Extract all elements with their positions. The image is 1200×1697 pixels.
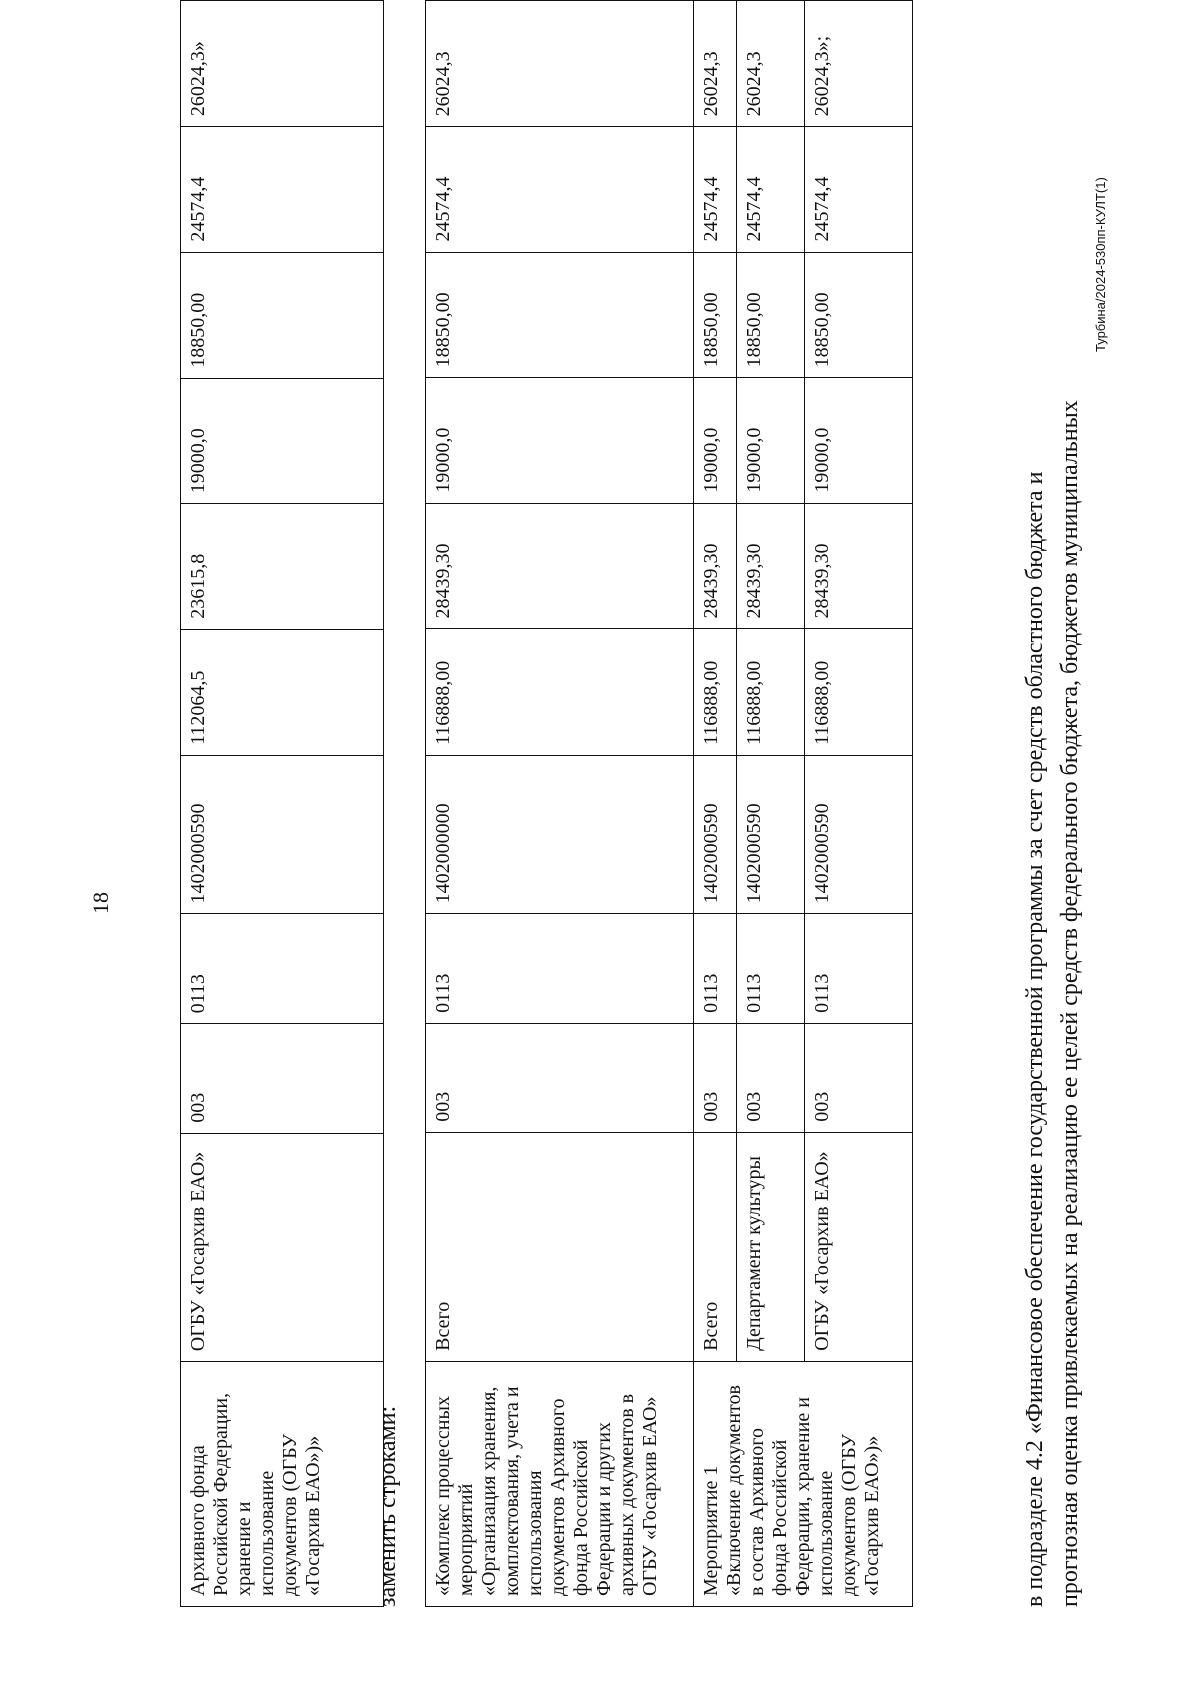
cell-executor: Всего — [426, 1132, 694, 1361]
table-row — [426, 1, 694, 1607]
cell-value: 19000,0 — [426, 378, 694, 503]
cell-value: 26024,3 — [426, 1, 694, 127]
cell-value: 116888,00 — [737, 629, 805, 755]
cell-name: Мероприятие 1 «Включение документов в состав Архивного фонда Российской Федерации, хранение и использование документов (ОГБУ «Госархив ЕАО»)» — [694, 1361, 913, 1606]
cell-value: 28439,30 — [737, 503, 805, 629]
cell-executor: ОГБУ «Госархив ЕАО» — [181, 1133, 384, 1362]
cell-name: «Комплекс процессных мероприятий «Организация хранения, комплектования, учета и использования документов Архивного фонда Российской Федерации и других архивных документов в ОГБУ «Госархив ЕАО» — [426, 1361, 694, 1606]
cell-value: 116888,00 — [694, 629, 737, 755]
cell-value: 24574,4 — [181, 127, 384, 253]
cell-grbs: 003 — [805, 1023, 913, 1132]
cell-value: 24574,4 — [737, 127, 805, 252]
cell-grbs: 003 — [737, 1023, 805, 1132]
cell-csr: 1402000590 — [181, 755, 384, 914]
cell-value: 19000,0 — [805, 378, 913, 503]
cell-value: 116888,00 — [805, 629, 913, 755]
cell-value: 28439,30 — [805, 503, 913, 629]
cell-value: 26024,3 — [737, 1, 805, 127]
cell-value: 19000,0 — [181, 378, 384, 504]
cell-name: Архивного фонда Российской Федерации, хранение и использование документов (ОГБУ «Госархив ЕАО»)» — [181, 1362, 384, 1607]
cell-value: 24574,4 — [426, 127, 694, 252]
cell-rzpr: 0113 — [694, 914, 737, 1024]
cell-rzpr: 0113 — [181, 914, 384, 1024]
cell-csr: 1402000000 — [426, 755, 694, 913]
cell-value: 24574,4 — [694, 127, 737, 252]
cell-value: 19000,0 — [737, 378, 805, 503]
cell-rzpr: 0113 — [805, 914, 913, 1024]
cell-csr: 1402000590 — [805, 755, 913, 913]
cell-value: 24574,4 — [805, 127, 913, 252]
cell-executor: ОГБУ «Госархив ЕАО» — [805, 1132, 913, 1361]
cell-executor: Всего — [694, 1132, 737, 1361]
cell-grbs: 003 — [181, 1024, 384, 1133]
document-code: Турбина/2024-530пп-КУЛТ(1) — [1093, 177, 1108, 352]
cell-executor: Департамент культуры — [737, 1132, 805, 1361]
cell-value: 112064,5 — [181, 629, 384, 755]
cell-grbs: 003 — [426, 1023, 694, 1132]
cell-value: 18850,00 — [181, 252, 384, 378]
cell-value: 28439,30 — [426, 503, 694, 629]
paragraph-line-2: прогнозная оценка привлекаемых на реализацию ее целей средств федерального бюджета, бюджетов муниципальных — [1057, 400, 1083, 1607]
paragraph-line-1: в подразделе 4.2 «Финансовое обеспечение государственной программы за счет средств областного бюджета и — [1022, 471, 1048, 1607]
cell-value: 26024,3 — [694, 1, 737, 127]
cell-value: 26024,3»; — [805, 1, 913, 127]
cell-rzpr: 0113 — [426, 914, 694, 1024]
table-row — [694, 1, 737, 1607]
cell-rzpr: 0113 — [737, 914, 805, 1024]
cell-value: 26024,3» — [181, 1, 384, 127]
cell-value: 116888,00 — [426, 629, 694, 755]
cell-value: 18850,00 — [805, 252, 913, 378]
cell-csr: 1402000590 — [694, 755, 737, 913]
table-main — [425, 0, 913, 1607]
cell-value: 18850,00 — [737, 252, 805, 378]
cell-csr: 1402000590 — [737, 755, 805, 913]
replace-label: заменить строками: — [375, 1405, 401, 1607]
cell-grbs: 003 — [694, 1023, 737, 1132]
cell-value: 18850,00 — [426, 252, 694, 378]
page-number: 18 — [88, 892, 113, 914]
cell-value: 19000,0 — [694, 378, 737, 503]
cell-value: 28439,30 — [694, 503, 737, 629]
table-top — [180, 0, 384, 1607]
table-row — [181, 1, 384, 1607]
cell-value: 18850,00 — [694, 252, 737, 378]
cell-value: 23615,8 — [181, 504, 384, 630]
